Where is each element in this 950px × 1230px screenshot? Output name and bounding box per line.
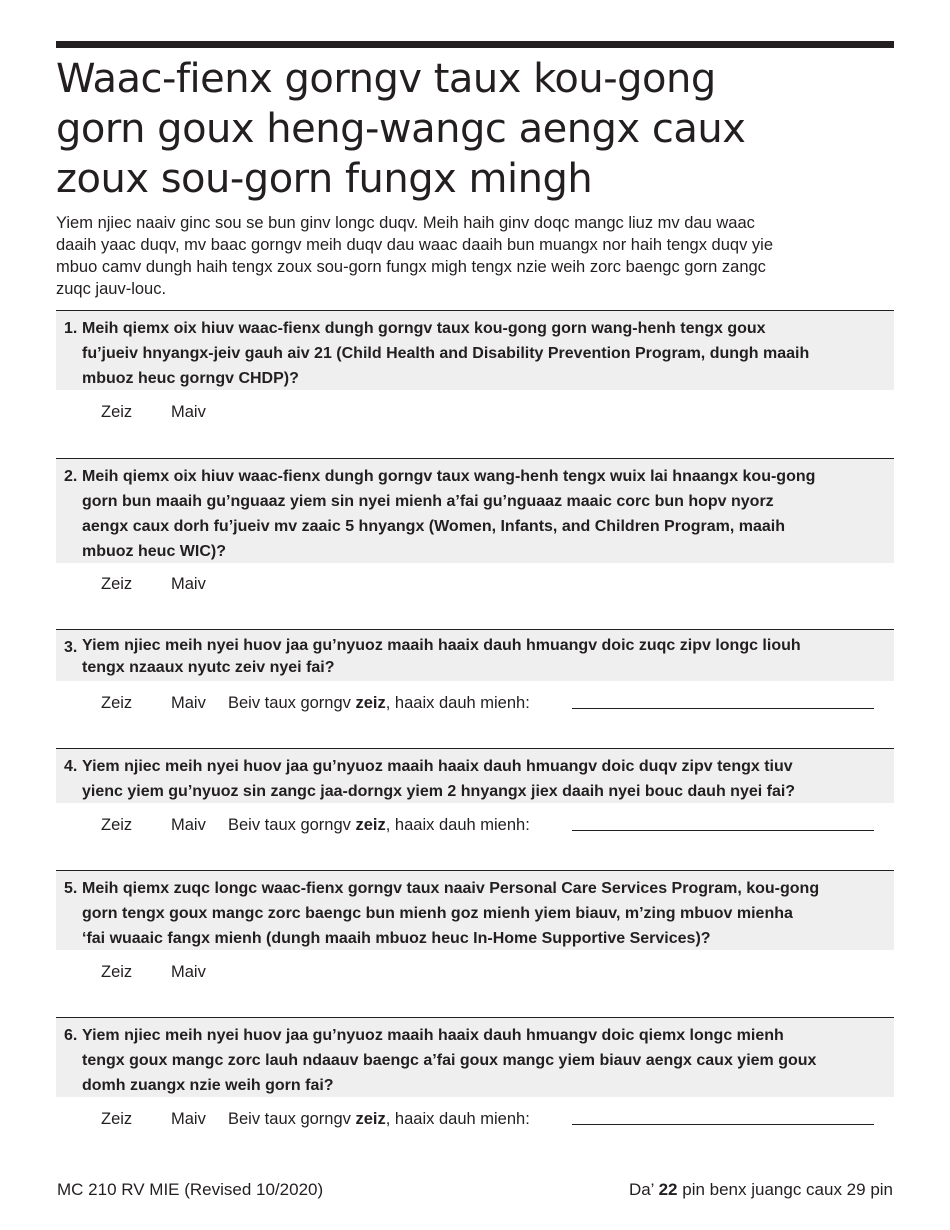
question-1 [56,310,894,390]
answer-row-5 [56,960,894,984]
answer-no-option[interactable]: Maiv [171,1110,206,1128]
explain-answer-line[interactable] [572,708,874,709]
question-text: aengx caux dorh fu’jueiv mv zaaic 5 hnyangx (Women, Infants, and Children Program, maaih [82,518,785,535]
question-text: Meih qiemx oix hiuv waac-fienx dungh gorngv taux kou-gong gorn wang-henh tengx goux [82,320,766,337]
question-text: Meih qiemx zuqc longc waac-fienx gorngv taux naaiv Personal Care Services Program, kou-gong [82,880,820,897]
question-text: mbuoz heuc WIC)? [82,543,226,560]
question-text: Yiem njiec meih nyei huov jaa gu’nyuoz maaih haaix dauh hmuangv doic zuqc zipv longc liouh [82,637,801,654]
answer-yes-option[interactable]: Zeiz [101,694,133,712]
answer-no-option[interactable]: Maiv [171,694,206,712]
explain-label: Beiv taux gorngv zeiz, haaix dauh mienh: [228,1110,530,1128]
answer-no-option[interactable]: Maiv [171,816,206,834]
answer-yes-option[interactable]: Zeiz [101,575,133,593]
explain-answer-line[interactable] [572,1124,874,1125]
question-number: 4. [64,758,78,775]
question-text: Yiem njiec meih nyei huov jaa gu’nyuoz maaih haaix dauh hmuangv doic duqv zipv tengx tiuv [82,758,793,775]
title-rule [56,41,894,48]
question-2 [56,458,894,563]
question-6 [56,1017,894,1097]
question-number: 3. [64,639,78,656]
question-text: yienc yiem gu’nyuoz sin zangc jaa-dorngx yiem 2 hnyangx jiex daaih nyei bouc dauh nyei fai? [82,783,796,800]
form-id: MC 210 RV MIE (Revised 10/2020) [57,1180,324,1199]
answer-row-2 [56,572,894,596]
answer-row-3 [56,691,894,715]
title-line: Waac-fienx gorngv taux kou-gong [56,56,716,102]
explain-answer-line[interactable] [572,830,874,831]
page-indicator: Da’ 22 pin benx juangc caux 29 pin [628,1180,893,1199]
question-number: 2. [64,468,78,485]
question-text: fu’jueiv hnyangx-jeiv gauh aiv 21 (Child Health and Disability Prevention Program, dungh maaih [82,345,810,362]
answer-row-6 [56,1107,894,1131]
explain-label: Beiv taux gorngv zeiz, haaix dauh mienh: [228,816,530,834]
intro-line: mbuo camv dungh haih tengx zoux sou-gorn fungx migh tengx nzie weih zorc baengc gorn zangc [56,258,766,276]
question-number: 1. [64,320,78,337]
question-text: ‘fai wuaaic fangx mienh (dungh maaih mbuoz heuc In-Home Supportive Services)? [82,930,711,947]
title-line: zoux sou-gorn fungx mingh [56,156,593,202]
question-4 [56,748,894,803]
question-text: tengx goux mangc zorc lauh ndaauv baengc a’fai goux mangc yiem biauv aengx caux yiem goux [82,1052,817,1069]
question-text: gorn bun maaih gu’nguaaz yiem sin nyei mienh a’fai gu’nguaaz maaic corc bun hopv nyorz [82,493,774,510]
intro-line: Yiem njiec naaiv ginc sou se bun ginv longc duqv. Meih haih ginv doqc mangc liuz mv dau waac [56,214,755,232]
question-text: mbuoz heuc gorngv CHDP)? [82,370,299,387]
page-title [56,54,906,204]
answer-no-option[interactable]: Maiv [171,403,206,421]
question-number: 5. [64,880,78,897]
question-text: tengx nzaaux nyutc zeiv nyei fai? [82,659,335,676]
answer-yes-option[interactable]: Zeiz [101,1110,133,1128]
answer-row-1 [56,400,894,424]
intro-line: daaih yaac duqv, mv baac gorngv meih duqv dau waac daaih bun muangx nor haih tengx duqv yie [56,236,773,254]
title-line: gorn goux heng-wangc aengx caux [56,106,746,152]
question-text: Meih qiemx oix hiuv waac-fienx dungh gorngv taux wang-henh tengx wuix lai hnaangx kou-gong [82,468,816,485]
explain-label: Beiv taux gorngv zeiz, haaix dauh mienh: [228,694,530,712]
answer-yes-option[interactable]: Zeiz [101,816,133,834]
question-3 [56,629,894,681]
answer-no-option[interactable]: Maiv [171,575,206,593]
question-5 [56,870,894,950]
answer-row-4 [56,813,894,837]
answer-no-option[interactable]: Maiv [171,963,206,981]
intro-line: zuqc jauv-louc. [56,280,167,298]
question-text: Yiem njiec meih nyei huov jaa gu’nyuoz maaih haaix dauh hmuangv doic qiemx longc mienh [82,1027,784,1044]
question-text: gorn tengx goux mangc zorc baengc bun mienh goz mienh yiem biauv, m’zing mbuov mienha [82,905,793,922]
question-text: domh zuangx nzie weih gorn fai? [82,1077,334,1094]
answer-yes-option[interactable]: Zeiz [101,403,133,421]
intro-paragraph [56,212,896,300]
answer-yes-option[interactable]: Zeiz [101,963,133,981]
question-number: 6. [64,1027,78,1044]
